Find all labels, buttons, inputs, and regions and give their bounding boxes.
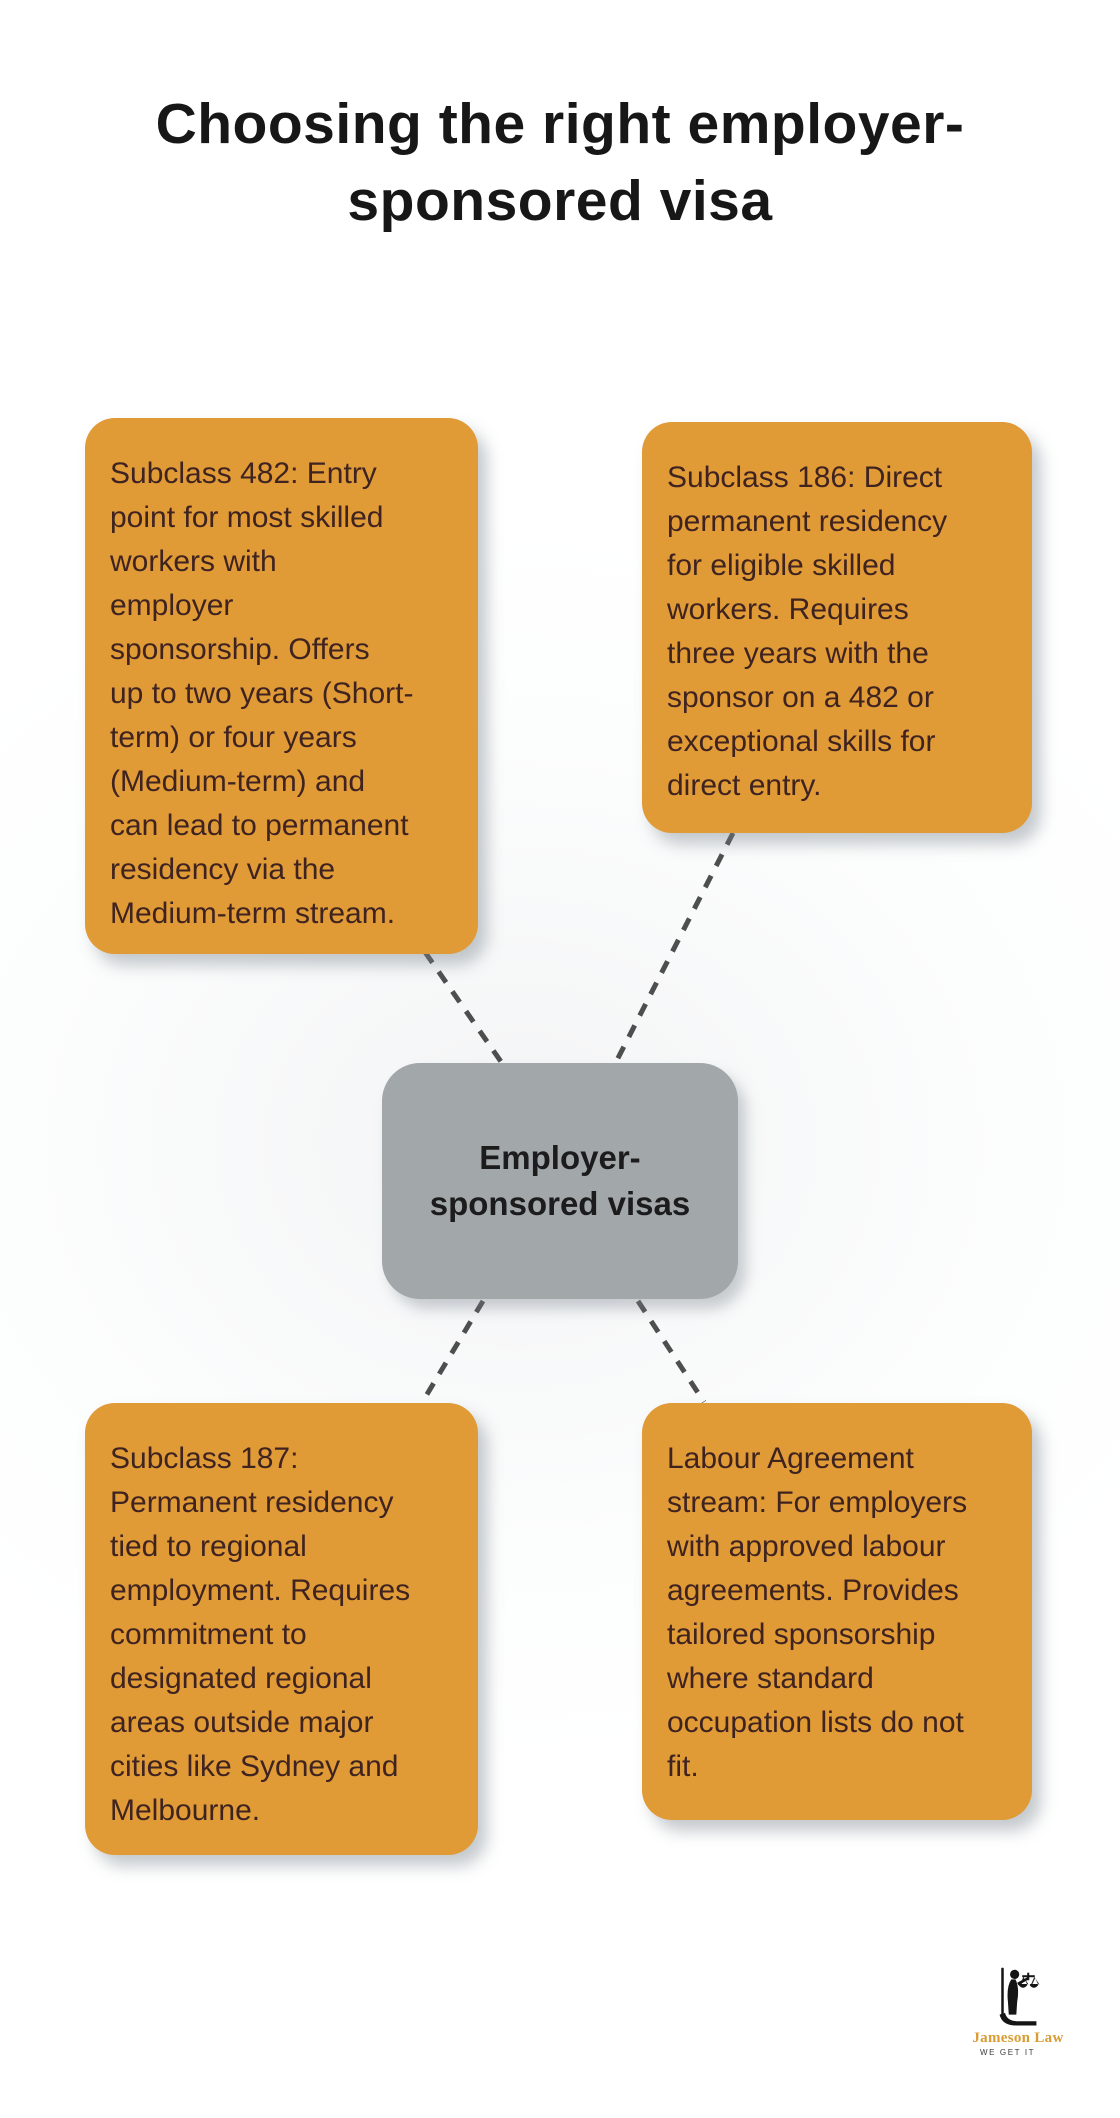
card-labour-agreement bbox=[642, 1403, 1032, 1820]
text-line: Labour Agreement bbox=[667, 1442, 914, 1475]
text-line: Permanent residency bbox=[110, 1486, 394, 1519]
text-line: where standard bbox=[667, 1662, 874, 1695]
jameson-law-logo bbox=[960, 1966, 1076, 2057]
page-title-line-2: sponsored visa bbox=[347, 169, 773, 233]
text-line: (Medium-term) and bbox=[110, 765, 366, 798]
connector-top-left bbox=[425, 952, 504, 1066]
text-line: residency via the bbox=[110, 853, 336, 886]
text-line: point for most skilled bbox=[110, 501, 384, 534]
card-subclass-186 bbox=[642, 422, 1032, 833]
page-title-line-1: Choosing the right employer- bbox=[155, 92, 965, 156]
card-subclass-186-text bbox=[667, 456, 1010, 808]
lady-justice-icon bbox=[991, 1966, 1045, 2028]
text-line: stream: For employers bbox=[667, 1486, 968, 1519]
text-line: sponsored visas bbox=[429, 1185, 691, 1222]
text-line: occupation lists do not bbox=[667, 1706, 964, 1739]
text-line: sponsor on a 482 or bbox=[667, 681, 934, 714]
card-subclass-482-text bbox=[110, 452, 456, 936]
logo-name: Jameson Law bbox=[972, 2030, 1064, 2046]
text-line: exceptional skills for bbox=[667, 725, 936, 758]
center-node-employer-sponsored-visas bbox=[382, 1063, 738, 1299]
text-line: areas outside major bbox=[110, 1706, 374, 1739]
connector-bottom-left bbox=[423, 1301, 483, 1401]
card-subclass-187 bbox=[85, 1403, 478, 1855]
text-line: employment. Requires bbox=[110, 1574, 411, 1607]
page-title bbox=[0, 86, 1120, 240]
text-line: Subclass 482: Entry bbox=[110, 457, 377, 490]
text-line: commitment to bbox=[110, 1618, 307, 1651]
text-line: permanent residency bbox=[667, 505, 948, 538]
text-line: Medium-term stream. bbox=[110, 897, 396, 930]
text-line: can lead to permanent bbox=[110, 809, 409, 842]
text-line: Melbourne. bbox=[110, 1794, 261, 1827]
text-line: for eligible skilled bbox=[667, 549, 896, 582]
logo-tagline: WE GET IT bbox=[980, 2048, 1036, 2057]
text-line: agreements. Provides bbox=[667, 1574, 959, 1607]
text-line: designated regional bbox=[110, 1662, 372, 1695]
text-line: term) or four years bbox=[110, 721, 357, 754]
text-line: employer bbox=[110, 589, 234, 622]
card-subclass-482 bbox=[85, 418, 478, 954]
text-line: three years with the bbox=[667, 637, 929, 670]
text-line: fit. bbox=[667, 1750, 699, 1783]
text-line: Employer- bbox=[479, 1139, 641, 1176]
text-line: up to two years (Short- bbox=[110, 677, 414, 710]
text-line: cities like Sydney and bbox=[110, 1750, 399, 1783]
card-labour-agreement-text bbox=[667, 1437, 1010, 1789]
connector-bottom-right bbox=[638, 1301, 704, 1402]
text-line: tailored sponsorship bbox=[667, 1618, 936, 1651]
text-line: direct entry. bbox=[667, 769, 822, 802]
text-line: tied to regional bbox=[110, 1530, 307, 1563]
text-line: Subclass 186: Direct bbox=[667, 461, 943, 494]
text-line: sponsorship. Offers bbox=[110, 633, 370, 666]
text-line: workers with bbox=[110, 545, 277, 578]
center-node-text bbox=[430, 1135, 690, 1227]
card-subclass-187-text bbox=[110, 1437, 456, 1833]
text-line: Subclass 187: bbox=[110, 1442, 299, 1475]
text-line: workers. Requires bbox=[667, 593, 909, 626]
connector-top-right bbox=[616, 833, 733, 1062]
text-line: with approved labour bbox=[667, 1530, 946, 1563]
